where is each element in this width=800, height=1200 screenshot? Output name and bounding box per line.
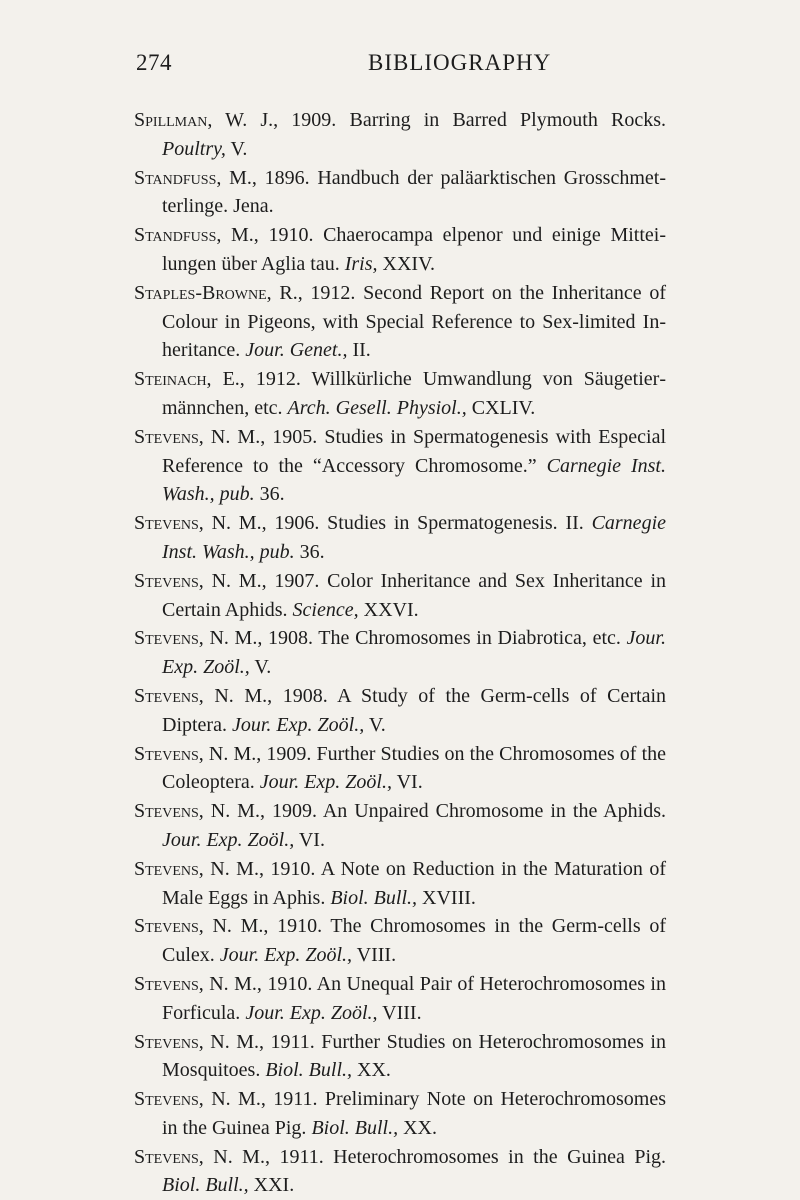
entry-journal: Poultry, — [162, 137, 226, 160]
entry-volume: V. — [249, 656, 272, 679]
page-number: 274 — [136, 50, 172, 75]
entry-text: 1911. Preliminary Note on Heterochromosomes in the Guinea Pig. — [162, 1088, 666, 1139]
entry-volume: 36. — [294, 540, 325, 563]
bibliography-entry — [134, 567, 666, 625]
entry-author: Standfuss, M., — [134, 224, 259, 247]
entry-volume: XX. — [352, 1059, 391, 1082]
entry-journal: Carnegie Inst. Wash., pub. — [162, 454, 666, 506]
entry-text: 1908. The Chromosomes in Diabrotica, etc. — [262, 627, 627, 650]
bibliography-entry — [134, 740, 666, 798]
entry-author: Stevens, N. M., — [134, 857, 264, 880]
entry-volume: XXI. — [248, 1174, 295, 1197]
bibliography-entry — [134, 221, 666, 279]
entry-author: Stevens, N. M., — [134, 1030, 264, 1053]
entry-text: 1909. Further Studies on the Chromosomes of the Coleoptera. — [162, 742, 667, 794]
entry-volume: V. — [364, 713, 386, 736]
bibliography-entry — [134, 106, 666, 164]
entry-author: Stevens, N. M., — [134, 742, 262, 765]
entry-volume: V. — [225, 137, 248, 160]
entry-volume: II. — [347, 339, 371, 362]
entry-author: Stevens, N. M., — [134, 627, 263, 650]
bibliography-entry — [134, 682, 666, 740]
bibliography-entry — [134, 624, 666, 682]
entry-volume: XXIV. — [377, 252, 435, 275]
entry-journal: Jour. Exp. Zoöl., — [245, 1001, 378, 1024]
bibliography-entry — [134, 912, 666, 970]
entry-text: 1908. A Study of the Germ-cells of Certain Diptera. — [162, 684, 667, 736]
page-title: BIBLIOGRAPHY — [368, 50, 552, 75]
entry-text: 1912. Willkürliche Umwandlung von Säugetiermännchen, etc. — [162, 368, 666, 419]
bibliography-entry — [134, 509, 666, 567]
entry-journal: Jour. Exp. Zoöl., — [162, 828, 295, 851]
bibliography-entry — [134, 797, 666, 855]
bibliography-entry — [134, 1028, 666, 1086]
entry-text: 1907. Color Inheritance and Sex Inheritance in Certain Aphids. — [162, 569, 666, 621]
entry-author: Stevens, N. M., — [134, 1088, 266, 1111]
entry-text: 1912. Second Report on the Inheritance of Colour in Pigeons, with Special Reference to Sex-limited Inheritance. — [162, 281, 666, 362]
bibliography-entry — [134, 279, 666, 365]
entry-volume: XX. — [398, 1116, 437, 1139]
entry-author: Stevens, N. M., — [134, 425, 266, 448]
bibliography-entry — [134, 365, 666, 423]
bibliography-entry — [134, 970, 666, 1028]
entry-text: 1905. Studies in Spermatogenesis with Especial Reference to the “Accessory Chromosome.” — [162, 425, 666, 477]
entry-volume: XVIII. — [417, 886, 476, 909]
entry-journal: Arch. Gesell. Physiol., — [287, 396, 467, 419]
entry-text: 1909. Barring in Barred Plymouth Rocks. — [278, 109, 666, 131]
entry-journal: Jour. Exp. Zoöl., — [231, 713, 365, 736]
entry-journal: Iris, — [344, 252, 378, 275]
entry-journal: Jour. Exp. Zoöl., — [162, 627, 666, 679]
entry-text: 1911. Further Studies on Heterochromosomes in Mosquitoes. — [162, 1030, 666, 1082]
entry-journal: Jour. Exp. Zoöl., — [219, 944, 352, 967]
bibliography-entry — [134, 1085, 666, 1143]
entry-journal: Biol. Bull., — [330, 886, 418, 909]
entry-author: Spillman, W. J., — [134, 109, 279, 131]
entry-volume: VIII. — [377, 1001, 422, 1024]
entry-volume: XXVI. — [358, 598, 419, 621]
entry-journal: Jour. Genet., — [245, 339, 348, 362]
entry-author: Standfuss, M., — [134, 166, 257, 189]
entry-journal: Jour. Exp. Zoöl., — [259, 771, 392, 794]
entry-journal: Biol. Bull., — [311, 1116, 399, 1139]
entry-text: 1910. Chaerocampa elpenor und einige Mitteilungen über Aglia tau. — [162, 224, 667, 275]
bibliography-entry — [134, 855, 666, 913]
entry-text: 1911. Heterochromosomes in the Guinea Pig. — [269, 1145, 666, 1168]
entry-text: 1910. The Chromosomes in the Germ-cells of Culex. — [162, 915, 666, 967]
entry-journal: Science, — [292, 598, 359, 621]
entry-volume: CXLIV. — [466, 396, 536, 419]
bibliography-entry — [134, 164, 666, 222]
entry-text: 1909. An Unpaired Chromosome in the Aphids. — [264, 800, 666, 823]
entry-author: Staples-Browne, R., — [134, 281, 303, 304]
entry-author: Stevens, N. M., — [134, 1145, 270, 1168]
entry-text: 1906. Studies in Spermatogenesis. II. — [266, 512, 592, 535]
running-header — [136, 50, 672, 82]
entry-text: 1910. An Unequal Pair of Heterochromosomes in Forficula. — [162, 972, 666, 1024]
entry-text: 1896. Handbuch der paläarktischen Grosschmetterlinge. Jena. — [162, 166, 666, 218]
entry-volume: VIII. — [352, 944, 397, 967]
entry-volume: 36. — [254, 483, 285, 506]
entry-journal: Biol. Bull., — [162, 1174, 249, 1197]
entry-author: Stevens, N. M., — [134, 569, 267, 592]
entry-journal: Carnegie Inst. Wash., pub. — [162, 512, 666, 563]
entry-author: Steinach, E., — [134, 368, 245, 391]
entry-author: Stevens, N. M., — [134, 800, 265, 823]
bibliography-list — [134, 106, 666, 1200]
entry-text: 1910. A Note on Reduction in the Maturation of Male Eggs in Aphis. — [162, 857, 666, 909]
bibliography-entry — [134, 1143, 666, 1200]
entry-author: Stevens, N. M., — [134, 972, 262, 995]
entry-volume: VI. — [391, 771, 423, 794]
entry-volume: VI. — [294, 828, 325, 851]
bibliography-entry — [134, 423, 666, 509]
entry-author: Stevens, N. M., — [134, 512, 267, 535]
entry-journal: Biol. Bull., — [265, 1059, 353, 1082]
entry-author: Stevens, N. M., — [134, 915, 269, 938]
entry-author: Stevens, N. M., — [134, 684, 273, 707]
